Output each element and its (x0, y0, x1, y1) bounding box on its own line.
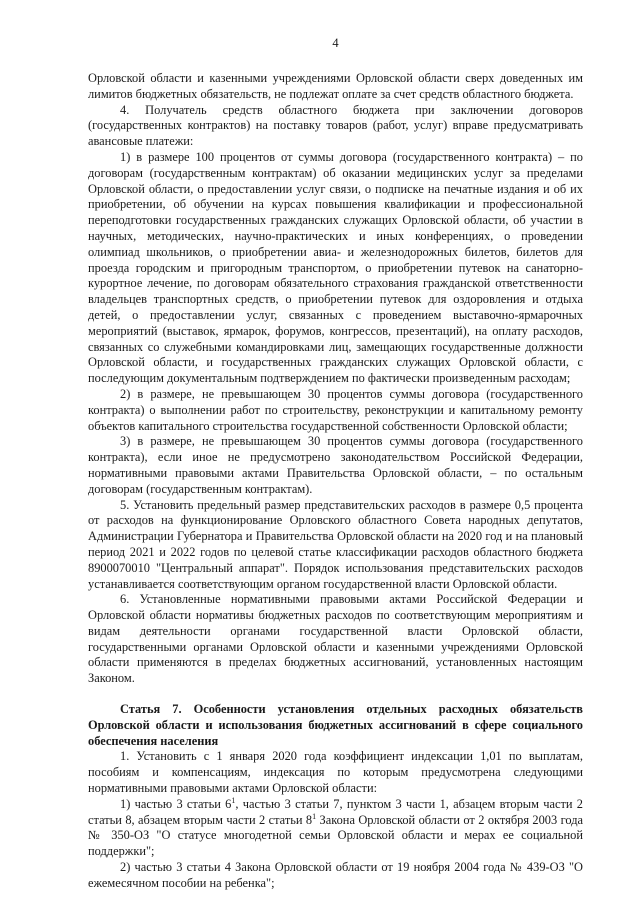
article-7-item-1 (88, 797, 583, 860)
paragraph-4: 4. Получатель средств областного бюджета при заключении договоров (государственных контрактов) на поставку товаров (работ, услуг) вправе предусматривать авансовые платежи: (88, 102, 583, 149)
paragraph-4-item-1: 1) в размере 100 процентов от суммы договора (государственного контракта) – по договорам (государственным контрактам) об оказании медицинских услуг за пределами Орловской области, о предоставлении услуг связи, о подписке на печатные издания и об их приобретении, об обучении на курсах повышения квалификации и профессиональной переподготовки государственных гражданских служащих Орловской области, об участии в научных, методических, научно-практических и иных конференциях, о проведении олимпиад школьников, о приобретении авиа- и железнодорожных билетов, билетов для проезда городским и пригородным транспортом, о приобретении путевок на санаторно-курортное лечение, по договорам обязательного страхования гражданской ответственности владельцев транспортных средств, о приобретении путевок для оздоровления и отдыха детей, о предоставлении услуг, связанных с проведением выставочно-ярмарочных мероприятий (выставок, ярмарок, форумов, конгрессов, презентаций), на оплату расходов, связанных со служебными командировками лиц, замещающих государственные должности Орловской области, и государственных гражданских служащих Орловской области, с последующим документальным подтверждением по фактически произведенным расходам; (88, 149, 583, 386)
article-7-paragraph-1: 1. Установить с 1 января 2020 года коэффициент индексации 1,01 по выплатам, пособиям и компенсациям, индексация по которым предусмотрена следующими нормативными правовыми актами Орловской области: (88, 749, 583, 796)
item-1-text-b: , частью 3 статьи 7, пунктом 3 части 1, абзацем вторым части 2 статьи 8, абзацем вторым части 2 статьи 8 (88, 796, 583, 827)
paragraph-4-item-2: 2) в размере, не превышающем 30 процентов суммы договора (государственного контракта) о выполнении работ по строительству, реконструкции и капитальному ремонту объектов капитального строительства государственной собственности Орловской области; (88, 386, 583, 433)
article-7-item-2: 2) частью 3 статьи 4 Закона Орловской области от 19 ноября 2004 года № 439-ОЗ "О ежемесячном пособии на ребенка"; (88, 860, 583, 890)
paragraph-continuation: Орловской области и казенными учреждениями Орловской области сверх доведенных им лимитов бюджетных обязательств, не подлежат оплате за счет средств областного бюджета. (88, 71, 583, 101)
superscript-a: 1 (231, 795, 236, 805)
article-7-heading: Статья 7. Особенности установления отдельных расходных обязательств Орловской области и использования бюджетных ассигнований в сфере социального обеспечения населения (88, 702, 583, 748)
superscript-b: 1 (312, 811, 317, 821)
paragraph-5: 5. Установить предельный размер представительских расходов в размере 0,5 процента от расходов на функционирование Орловского областного Совета народных депутатов, Администрации Губернатора и Правительства Орловской области на 2020 год и на плановый период 2021 и 2022 годов по целевой статье классификации расходов областного бюджета 8900070010 "Центральный аппарат". Порядок использования представительских расходов устанавливается соответствующим органом государственной власти Орловской области. (88, 497, 583, 591)
paragraph-6: 6. Установленные нормативными правовыми актами Российской Федерации и Орловской области нормативы бюджетных расходов по соответствующим мероприятиям и видам деятельности органами государственной власти Орловской области, государственными органами Орловской области и казенными учреждениями Орловской области применяются в пределах бюджетных ассигнований, установленных настоящим Законом. (88, 592, 583, 686)
item-1-text-c: Закона Орловской области от 2 октября 2003 года № 350-ОЗ "О статусе многодетной семьи Орловской области и мерах ее социальной поддержки"; (88, 812, 584, 859)
page-number: 4 (332, 36, 339, 50)
paragraph-4-item-3: 3) в размере, не превышающем 30 процентов суммы договора (государственного контракта), если иное не предусмотрено законодательством Российской Федерации, нормативными правовыми актами Правительства Орловской области, – по остальным договорам (государственным контрактам). (88, 434, 583, 496)
item-1-text-a: 1) частью 3 статьи 6 (120, 796, 232, 811)
